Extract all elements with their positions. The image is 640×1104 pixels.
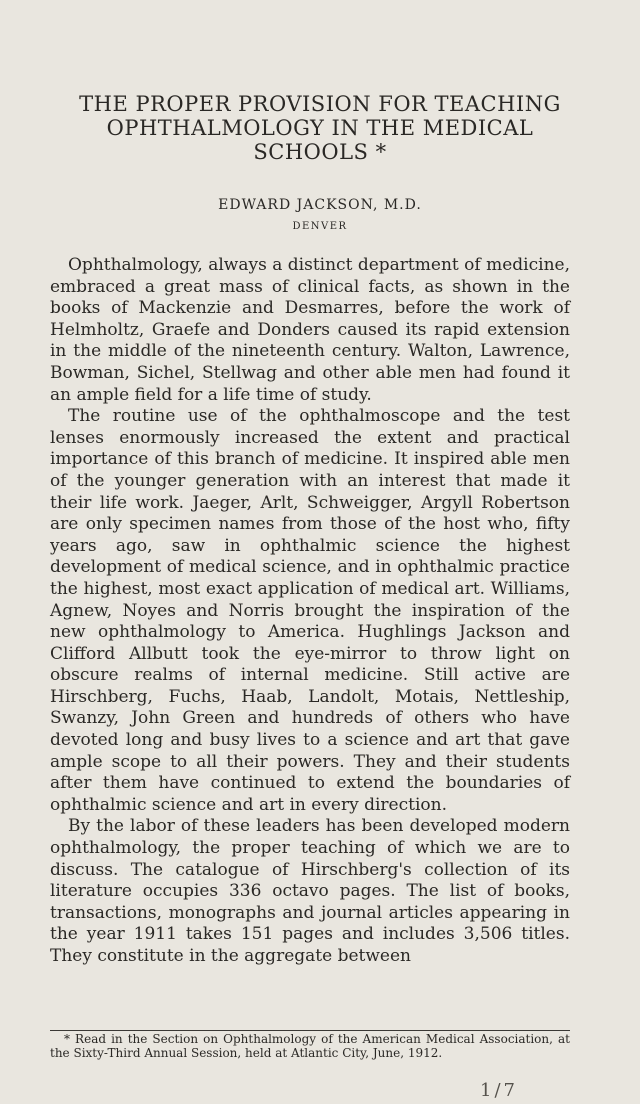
paragraph-1: Ophthalmology, always a distinct department of medicine, embraced a great mass of clinical facts, as shown in the books of Mackenzie and Desmarres, before the work of Helmholtz, Graefe and Donders caused its rapid extension in the middle of the nineteenth century. Walton, Lawrence, Bowman, Sichel, Stellwag and other able men had found it an ample field for a life time of study. — [50, 255, 570, 405]
author-name: EDWARD JACKSON, M.D. — [218, 197, 422, 213]
footnote: * Read in the Section on Ophthalmology of the American Medical Association, at the Sixty-Third Annual Session, held at Atlantic City, June, 1912. — [50, 1032, 570, 1060]
article-body — [50, 255, 570, 968]
page-mark: 1/7 — [480, 1080, 518, 1101]
article-title — [40, 92, 600, 164]
title-line-1: THE PROPER PROVISION FOR TEACHING — [79, 92, 561, 116]
footnote-divider — [50, 1030, 570, 1031]
paragraph-2: The routine use of the ophthalmoscope and the test lenses enormously increased the extent and practical importance of this branch of medicine. It inspired able men of the younger generation with an interest that made it their life work. Jaeger, Arlt, Schweigger, Argyll Robertson are only specimen names from those of the host who, fifty years ago, saw in ophthalmic science the highest development of medical science, and in ophthalmic practice the highest, most exact application of medical art. Williams, Agnew, Noyes and Norris brought the inspiration of the new ophthalmology to America. Hughlings Jackson and Clifford Allbutt took the eye-mirror to throw light on obscure realms of internal medicine. Still active are Hirschberg, Fuchs, Haab, Landolt, Motais, Nettleship, Swanzy, John Green and hundreds of others who have devoted long and busy lives to a science and art that gave ample scope to all their powers. They and their students after them have continued to extend the boundaries of ophthalmic science and art in every direction. — [50, 406, 570, 815]
title-line-2: OPHTHALMOLOGY IN THE MEDICAL — [106, 116, 534, 140]
paragraph-3: By the labor of these leaders has been developed modern ophthalmology, the proper teaching of which we are to discuss. The catalogue of Hirschberg's collection of its literature occupies 336 octavo pages. The list of books, transactions, monographs and journal articles appearing in the year 1911 takes 151 pages and includes 3,506 titles. They constitute in the aggregate between — [50, 816, 570, 966]
title-line-3: SCHOOLS * — [253, 140, 387, 164]
author-location: DENVER — [292, 221, 348, 232]
